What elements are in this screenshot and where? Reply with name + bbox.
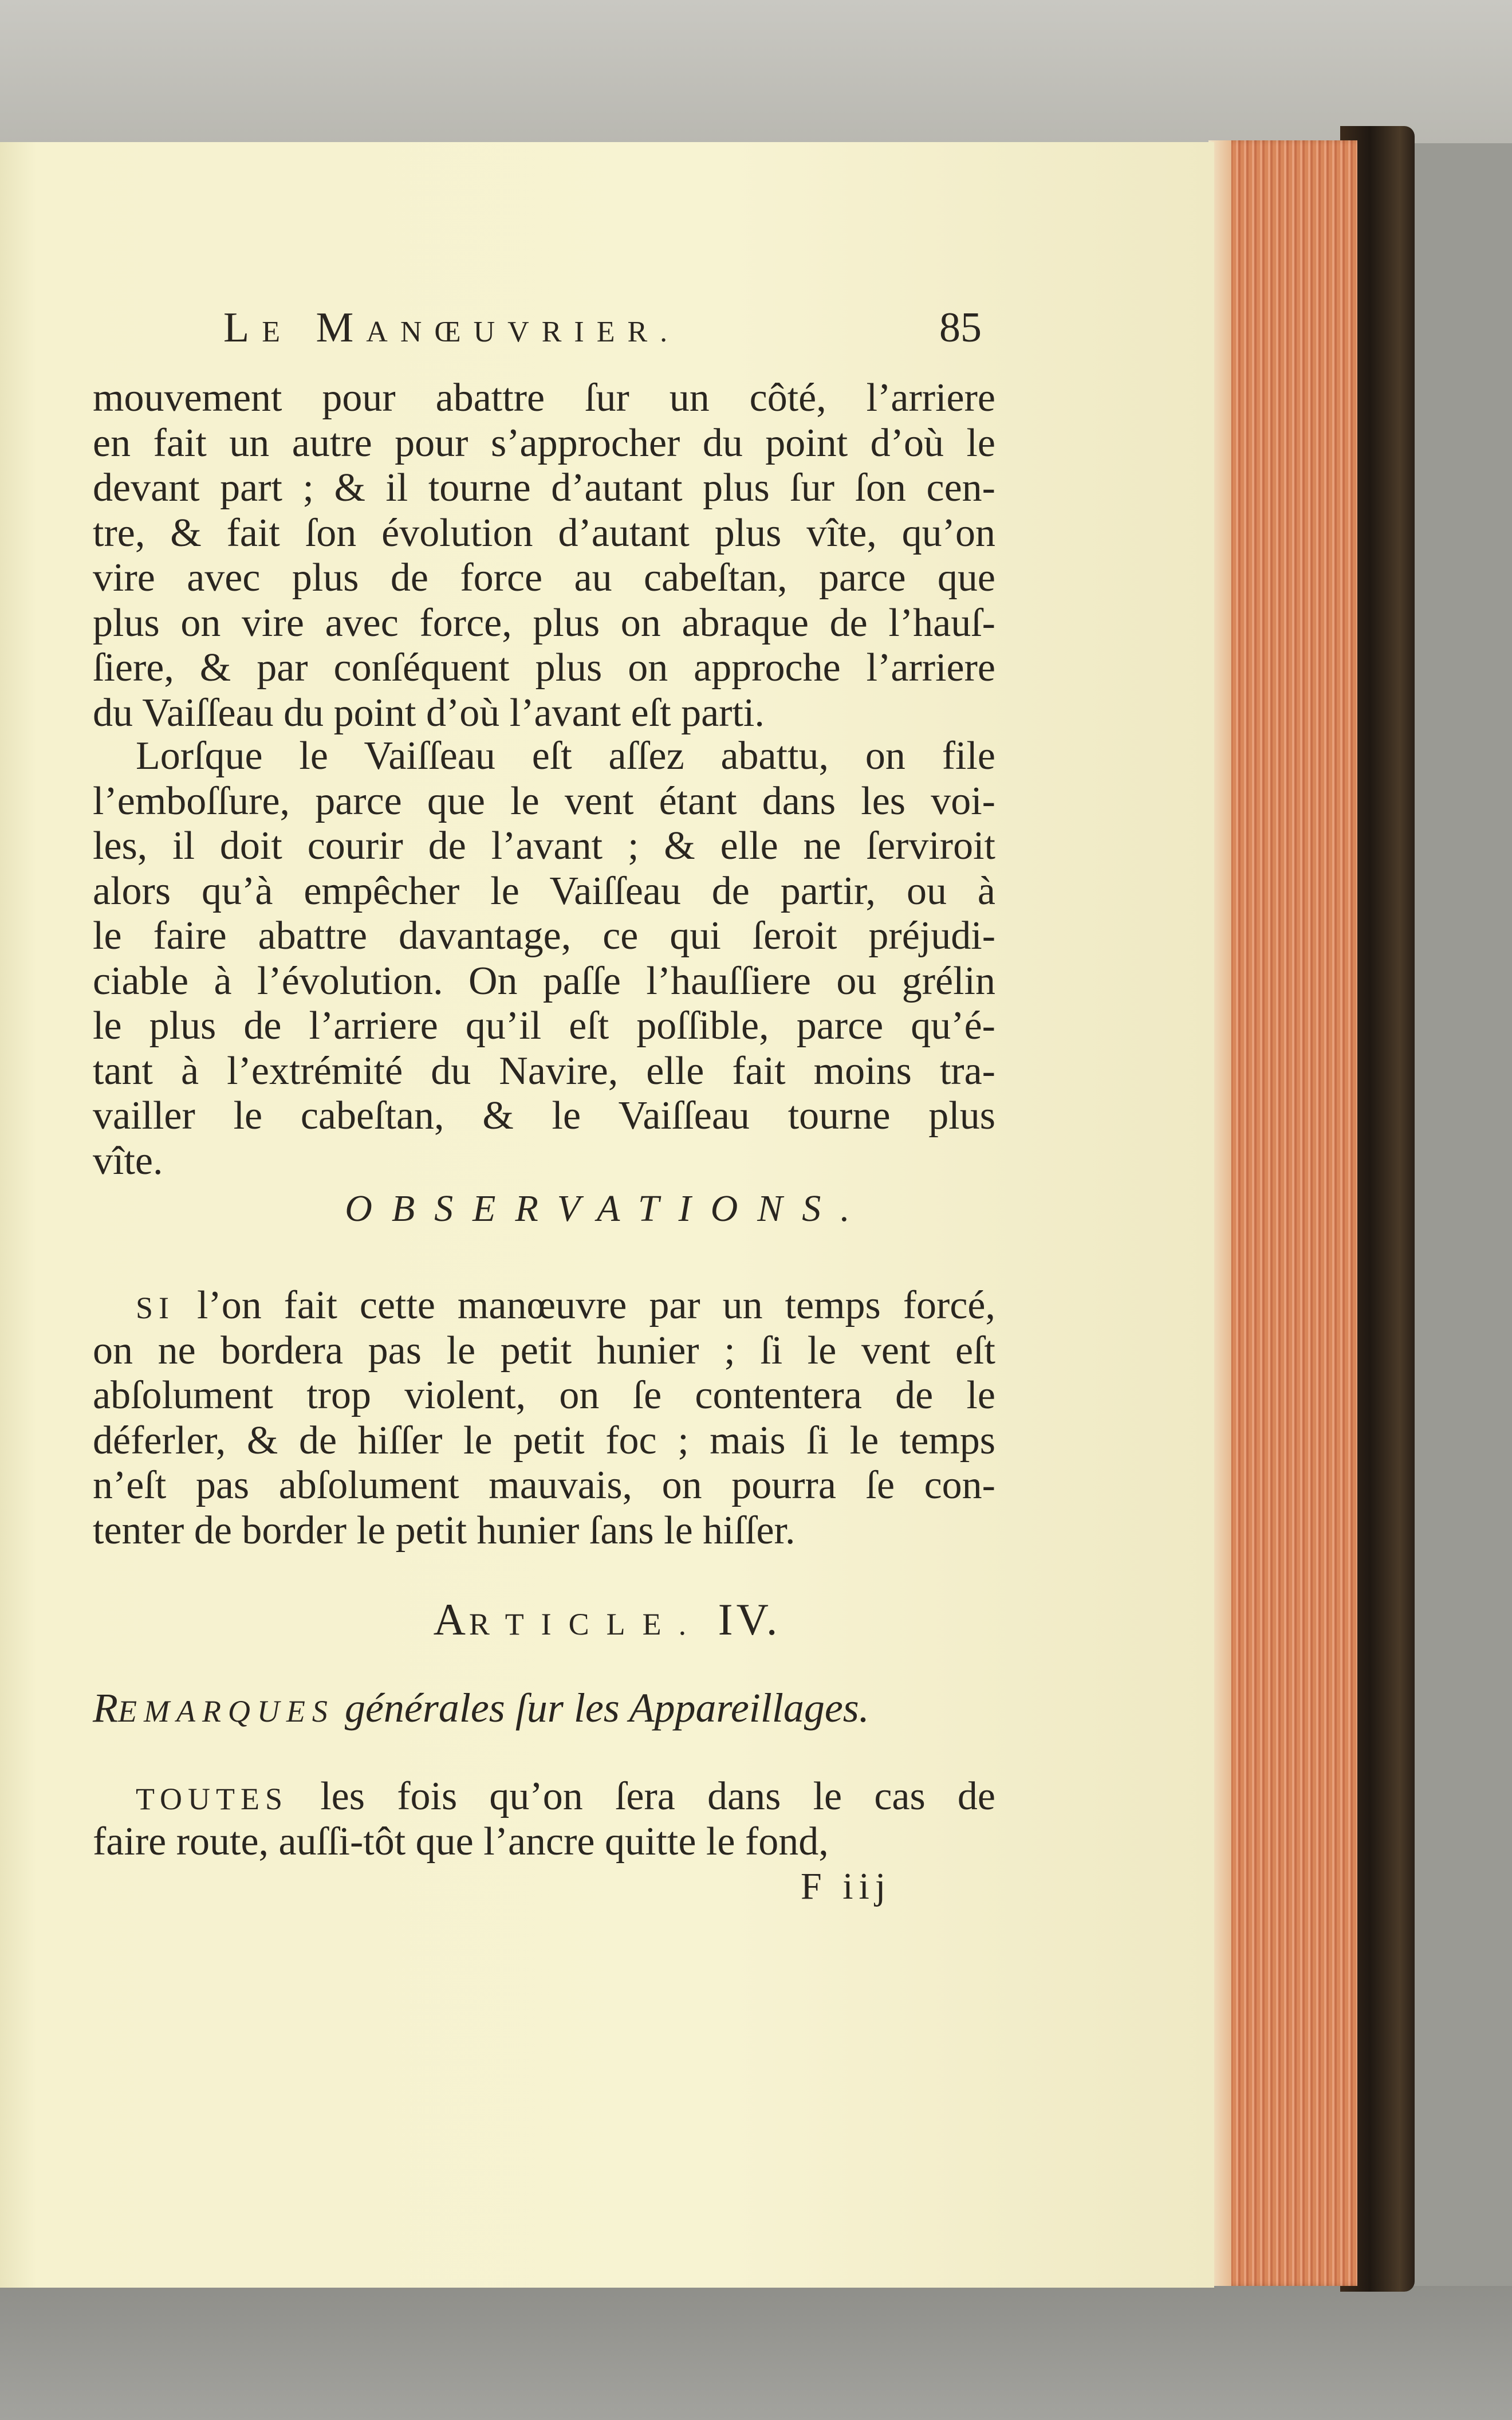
text-line: [93, 914, 995, 959]
line-text: vire avec plus de force au cabeſtan, parce que: [93, 556, 995, 600]
header-smallcaps: ANŒUVRIER.: [366, 316, 680, 348]
text-line: [93, 1283, 995, 1329]
paragraph-3: [93, 1283, 995, 1553]
article-heading: [0, 1594, 1214, 1645]
line-text: l’on fait cette manœuvre par un temps forcé,: [175, 1283, 995, 1327]
article-initial: A: [433, 1594, 469, 1644]
text-line: [93, 1820, 995, 1865]
page-number: 85: [939, 304, 982, 351]
line-text: tant à l’extrémité du Navire, elle fait moins tra-: [93, 1048, 995, 1093]
article-smallcaps: RTICLE.: [468, 1607, 704, 1641]
line-text: n’eſt pas abſolument mauvais, on pourra ſe con-: [93, 1463, 995, 1507]
observations-heading: OBSERVATIONS.: [345, 1188, 869, 1229]
text-line: [93, 1139, 995, 1184]
background-bottom: [0, 2286, 1512, 2420]
lead-smallcaps: SI: [136, 1291, 175, 1325]
text-line: [93, 1508, 995, 1554]
text-line: [93, 1463, 995, 1508]
paragraph-1: [93, 376, 995, 736]
text-line: [93, 1419, 995, 1464]
text-line: [93, 556, 995, 601]
text-line: [93, 691, 995, 736]
header-initial: L: [223, 304, 262, 351]
line-text: abſolument trop violent, on ſe contentera de le: [93, 1373, 995, 1417]
article-number: IV.: [718, 1594, 781, 1644]
paragraph-4: [93, 1774, 995, 1864]
background-top: [0, 0, 1512, 143]
paragraph-2: [93, 734, 995, 1184]
running-header: [223, 304, 680, 352]
line-text: Lorſque le Vaiſſeau eſt aſſez abattu, on file: [136, 734, 995, 778]
section-subtitle: [93, 1684, 995, 1732]
text-line: [93, 511, 995, 556]
line-text: déferler, & de hiſſer le petit foc ; mais ſi le temps: [93, 1418, 995, 1463]
line-text: tenter de border le petit hunier ſans le hiſſer.: [93, 1508, 796, 1553]
text-line: [93, 421, 995, 466]
text-line: [93, 1373, 995, 1419]
line-text: ſiere, & par conſéquent plus on approche l’arriere: [93, 646, 995, 690]
line-text: alors qu’à empêcher le Vaiſſeau de partir, ou à: [93, 869, 995, 913]
line-text: le plus de l’arriere qu’il eſt poſſible, parce qu’é-: [93, 1004, 995, 1048]
line-text: du Vaiſſeau du point d’où l’avant eſt parti.: [93, 690, 765, 735]
line-text: plus on vire avec force, plus on abraque de l’hauſ-: [93, 600, 995, 645]
line-text: tre, & fait ſon évolution d’autant plus vîte, qu’on: [93, 510, 995, 555]
text-line: [93, 779, 995, 824]
text-line: [93, 1774, 995, 1820]
line-text: ciable à l’évolution. On paſſe l’hauſſiere ou grélin: [93, 958, 995, 1003]
text-line: [93, 959, 995, 1004]
header-smallcaps: E: [262, 316, 293, 348]
line-text: mouvement pour abattre ſur un côté, l’arriere: [93, 376, 995, 420]
text-line: [93, 376, 995, 421]
text-line: [93, 466, 995, 511]
signature-mark: F iij: [801, 1865, 892, 1907]
header-initial: M: [316, 304, 367, 351]
text-line: [93, 1329, 995, 1374]
line-text: les, il doit courir de l’avant ; & elle ne ſerviroit: [93, 824, 995, 868]
text-line: [93, 824, 995, 869]
text-line: [93, 646, 995, 691]
subtitle-text: générales ſur les Appareillages.: [334, 1685, 869, 1731]
text-line: [93, 869, 995, 914]
text-line: [93, 734, 995, 779]
line-text: en fait un autre pour s’approcher du point d’où le: [93, 421, 995, 465]
line-text: le faire abattre davantage, ce qui ſeroit préjudi-: [93, 914, 995, 958]
lead-smallcaps: TOUTES: [136, 1782, 289, 1816]
text-line: [93, 1049, 995, 1094]
line-text: faire route, auſſi-tôt que l’ancre quitte le fond,: [93, 1819, 829, 1864]
text-line: [93, 1094, 995, 1139]
line-text: devant part ; & il tourne d’autant plus ſur ſon cen-: [93, 466, 995, 510]
subtitle-initial: R: [93, 1685, 118, 1731]
text-line: [93, 1004, 995, 1049]
line-text: vîte.: [93, 1138, 163, 1183]
line-text: l’emboſſure, parce que le vent étant dans les voi-: [93, 779, 995, 823]
text-line: [93, 601, 995, 646]
line-text: les fois qu’on ſera dans le cas de: [288, 1774, 995, 1818]
subtitle-smallcaps: EMARQUES: [117, 1694, 334, 1728]
line-text: on ne bordera pas le petit hunier ; ſi le vent eſt: [93, 1328, 995, 1373]
line-text: vailler le cabeſtan, & le Vaiſſeau tourne plus: [93, 1094, 995, 1138]
